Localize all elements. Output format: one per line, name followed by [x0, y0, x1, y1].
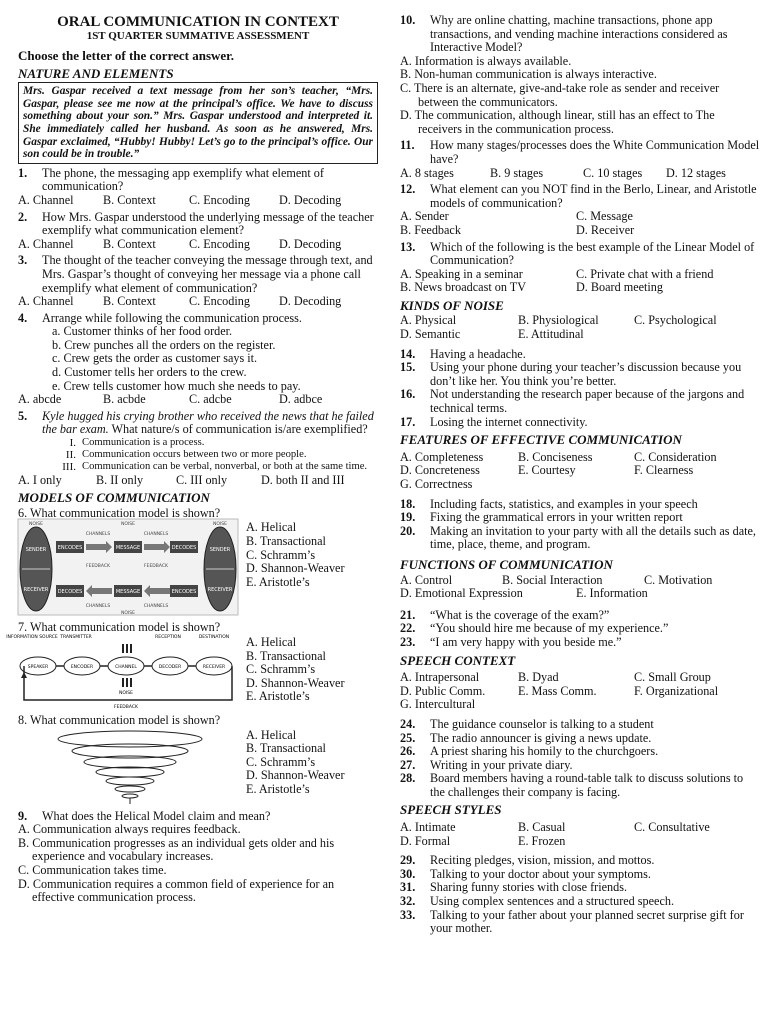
instructions: Choose the letter of the correct answer. — [18, 48, 234, 63]
list-item: d. Customer tells her orders to the crew. — [52, 365, 247, 380]
context-items — [400, 718, 760, 800]
option[interactable]: A. Channel — [18, 236, 74, 251]
option[interactable]: A. Helical — [246, 520, 297, 535]
option[interactable]: F. Clearness — [634, 463, 694, 478]
option[interactable]: G. Intercultural — [400, 697, 476, 712]
question-5-options — [18, 474, 378, 488]
question-8-options — [246, 729, 345, 807]
option[interactable]: E. Aristotle’s — [246, 781, 310, 796]
option[interactable]: B. acbde — [103, 392, 146, 407]
option[interactable]: B. II only — [96, 472, 144, 487]
svg-text:FEEDBACK: FEEDBACK — [86, 564, 110, 570]
option[interactable]: C. Consultative — [634, 820, 710, 835]
list-item: 31. Sharing funny stories with close friends. — [400, 880, 627, 895]
option[interactable]: F. Organizational — [634, 683, 719, 698]
svg-text:FEEDBACK: FEEDBACK — [114, 705, 138, 711]
list-item: 24. The guidance counselor is talking to a student — [400, 716, 654, 731]
option[interactable]: D. Shannon-Weaver — [246, 675, 345, 690]
list-item: 17. Losing the internet connectivity. — [400, 414, 588, 429]
option[interactable]: C. Message — [576, 209, 633, 224]
svg-text:SENDER: SENDER — [209, 547, 231, 554]
svg-text:RECEIVER: RECEIVER — [202, 665, 226, 671]
option[interactable]: C. Private chat with a friend — [576, 266, 714, 281]
question-7-options — [246, 636, 345, 710]
svg-text:MESSAGE: MESSAGE — [115, 589, 141, 596]
option[interactable]: D. The communication, although linear, still has an effect to The receivers in the communication process. — [400, 108, 715, 136]
style-items — [400, 854, 760, 936]
svg-text:NOISE: NOISE — [119, 691, 133, 697]
option[interactable]: A. Helical — [246, 635, 297, 650]
option[interactable]: C. Psychological — [634, 313, 717, 328]
option[interactable]: B. Conciseness — [518, 449, 593, 464]
option[interactable]: B. Context — [103, 236, 156, 251]
svg-text:SPEAKER: SPEAKER — [27, 665, 49, 671]
option[interactable]: D. Shannon-Weaver — [246, 561, 345, 576]
shannon-weaver-diagram — [6, 632, 238, 711]
question-10-options — [400, 55, 760, 137]
question-8-block — [18, 729, 378, 807]
option[interactable]: A. Information is always available. — [400, 53, 572, 68]
list-item: 29. Reciting pledges, vision, mission, and mottos. — [400, 853, 655, 868]
option[interactable]: B. Physiological — [518, 313, 599, 328]
noise-items — [400, 348, 760, 430]
option[interactable]: D. Emotional Expression — [400, 586, 523, 601]
option[interactable]: B. Transactional — [246, 648, 326, 663]
option[interactable]: E. Courtesy — [518, 463, 576, 478]
option[interactable]: D. Decoding — [279, 236, 342, 251]
option[interactable]: A. Completeness — [400, 449, 484, 464]
option[interactable]: B. 9 stages — [490, 165, 544, 180]
question-8: 8. What communication model is shown? — [18, 713, 221, 728]
option[interactable]: C. Encoding — [189, 236, 250, 251]
question-3: 3. The thought of the teacher conveying the message through text, and Mrs. Gaspar’s thought of conveying her message via a phone call exemplify what element of communication? — [18, 253, 373, 295]
section-nature: NATURE AND ELEMENTS — [18, 65, 174, 81]
transactional-model-diagram — [18, 517, 238, 617]
option[interactable]: D. Receiver — [576, 222, 635, 237]
option[interactable]: D. Communication requires a common field of experience for an effective communication process. — [18, 876, 335, 905]
option[interactable]: E. Mass Comm. — [518, 683, 597, 698]
option[interactable]: C. Schramm’s — [246, 662, 316, 677]
section-styles: SPEECH STYLES — [400, 802, 502, 818]
svg-text:DECODES: DECODES — [171, 545, 197, 552]
list-item: 27. Writing in your private diary. — [400, 757, 573, 772]
option[interactable]: D. Public Comm. — [400, 683, 486, 698]
option[interactable]: D. Concreteness — [400, 463, 480, 478]
list-item: 22. “You should hire me because of my experience.” — [400, 621, 669, 636]
question-9: 9. What does the Helical Model claim and mean? — [18, 808, 271, 823]
section-features: FEATURES OF EFFECTIVE COMMUNICATION — [400, 432, 682, 448]
right-column — [400, 14, 760, 936]
option[interactable]: A. Sender — [400, 209, 449, 224]
question-13-options — [400, 268, 760, 295]
page-title: ORAL COMMUNICATION IN CONTEXT — [57, 14, 339, 30]
option[interactable]: D. Shannon-Weaver — [246, 768, 345, 783]
option[interactable]: B. Social Interaction — [502, 572, 603, 587]
list-item: 33. Talking to your father about your planned secret surprise gift for your mother. — [400, 907, 744, 936]
svg-text:CHANNELS: CHANNELS — [85, 604, 111, 610]
list-item: 21. “What is the coverage of the exam?” — [400, 607, 610, 622]
option[interactable]: C. Communication takes time. — [18, 862, 167, 877]
option[interactable]: D. Decoding — [279, 294, 342, 309]
list-item: b. Crew punches all the orders on the register. — [52, 337, 276, 352]
option[interactable]: C. Encoding — [189, 294, 250, 309]
question-12-options — [400, 210, 760, 237]
option[interactable]: D. Board meeting — [576, 280, 663, 295]
option[interactable]: D. adbce — [279, 392, 323, 407]
option[interactable]: D. both II and III — [261, 472, 345, 487]
svg-text:RECEIVER: RECEIVER — [23, 587, 49, 594]
svg-text:NOISE: NOISE — [213, 522, 227, 528]
option[interactable]: C. Motivation — [644, 572, 713, 587]
option[interactable]: A. Speaking in a seminar — [400, 266, 523, 281]
option[interactable]: D. Semantic — [400, 327, 461, 342]
option[interactable]: A. I only — [18, 472, 62, 487]
option[interactable]: C. 10 stages — [583, 165, 643, 180]
svg-text:ENCODES: ENCODES — [57, 545, 83, 552]
question-13: 13. Which of the following is the best example of the Linear Model of Communication? — [400, 239, 755, 268]
question-4-items — [18, 325, 378, 393]
option[interactable]: C. Schramm’s — [246, 754, 316, 769]
option[interactable]: E. Frozen — [518, 833, 566, 848]
option[interactable]: D. 12 stages — [666, 165, 726, 180]
question-4-options — [18, 393, 378, 407]
option[interactable]: C. There is an alternate, give-and-take role as sender and receiver between the communicators. — [400, 80, 720, 109]
option[interactable]: B. Casual — [518, 820, 566, 835]
style-options — [400, 821, 760, 848]
function-items — [400, 609, 760, 650]
list-item: 18. Including facts, statistics, and examples in your speech — [400, 496, 698, 511]
option[interactable]: A. Communication always requires feedback. — [18, 822, 241, 837]
section-functions: FUNCTIONS OF COMMUNICATION — [400, 556, 613, 572]
question-6-options — [246, 521, 345, 617]
option[interactable]: B. Feedback — [400, 222, 461, 237]
svg-text:DECODES: DECODES — [57, 589, 83, 596]
noise-options — [400, 314, 760, 341]
section-context: SPEECH CONTEXT — [400, 652, 516, 668]
list-item: c. Crew gets the order as customer says it. — [52, 351, 258, 366]
svg-text:ENCODER: ENCODER — [70, 665, 94, 671]
option[interactable]: B. Transactional — [246, 741, 326, 756]
question-4: 4. Arrange while following the communication process. — [18, 310, 302, 325]
svg-text:DECODER: DECODER — [158, 665, 182, 671]
section-noise: KINDS OF NOISE — [400, 297, 504, 313]
question-11: 11. How many stages/processes does the White Communication Model have? — [400, 138, 760, 166]
option[interactable]: D. Decoding — [279, 192, 342, 207]
svg-text:RECEIVER: RECEIVER — [207, 587, 233, 594]
option[interactable]: A. Helical — [246, 727, 297, 742]
list-item: 32. Using complex sentences and a structured speech. — [400, 894, 675, 909]
option[interactable]: B. News broadcast on TV — [400, 280, 527, 295]
context-options — [400, 671, 760, 712]
reading-passage: Mrs. Gaspar received a text message from her son’s teacher, “Mrs. Gaspar, please see me now at the principal’s office. We have to discuss something about your son.” Mrs. Gaspar understood and interpreted it. She immediately called her husband. As soon as he answered, Mrs. Gaspar exclaimed, “Hubby! Hubby! Let’s go to the principal’s office. Our son could be in trouble.” — [18, 82, 378, 164]
option[interactable]: E. Attitudinal — [518, 327, 584, 342]
list-item: e. Crew tells customer how much she needs to pay. — [52, 378, 301, 393]
svg-text:CHANNEL: CHANNEL — [115, 665, 137, 671]
svg-text:CHANNELS: CHANNELS — [143, 532, 169, 538]
list-item: 15. Using your phone during your teacher’s discussion because you don’t like her. You think you’re better. — [400, 360, 742, 388]
option[interactable]: C. III only — [176, 472, 228, 487]
option[interactable]: A. Intimate — [400, 820, 456, 835]
feature-options — [400, 451, 760, 492]
function-options — [400, 574, 760, 601]
option[interactable]: A. Channel — [18, 192, 74, 207]
feature-items — [400, 498, 760, 552]
option[interactable]: A. 8 stages — [400, 165, 454, 180]
svg-text:MESSAGE: MESSAGE — [115, 545, 141, 552]
svg-text:CHANNELS: CHANNELS — [143, 604, 169, 610]
option[interactable]: B. Non-human communication is always interactive. — [400, 67, 657, 82]
question-6-block — [18, 521, 378, 617]
svg-text:FEEDBACK: FEEDBACK — [144, 564, 168, 570]
section-models: MODELS OF COMMUNICATION — [18, 490, 210, 506]
option[interactable]: C. Small Group — [634, 670, 711, 685]
option[interactable]: B. Transactional — [246, 534, 326, 549]
list-item: 28. Board members having a round-table talk to discuss solutions to the challenges their company is facing. — [400, 771, 744, 799]
option[interactable]: E. Information — [576, 586, 648, 601]
svg-text:CHANNELS: CHANNELS — [85, 532, 111, 538]
option[interactable]: B. Context — [103, 294, 156, 309]
option[interactable]: B. Context — [103, 192, 156, 207]
option[interactable]: A. Physical — [400, 313, 457, 328]
svg-text:RECEPTION: RECEPTION — [155, 635, 181, 641]
option[interactable]: C. Encoding — [189, 192, 250, 207]
list-item: 26. A priest sharing his homily to the churchgoers. — [400, 744, 659, 759]
svg-text:TRANSMITTER: TRANSMITTER — [60, 635, 92, 641]
list-item: III. Communication can be verbal, nonverbal, or both at the same time. — [62, 461, 368, 474]
question-1: 1. The phone, the messaging app exemplify what element of communication? — [18, 165, 324, 194]
list-item: II. Communication occurs between two or more people. — [65, 449, 307, 462]
svg-text:NOISE: NOISE — [121, 611, 135, 617]
list-item: 19. Fixing the grammatical errors in your written report — [400, 510, 683, 525]
helical-model-diagram — [18, 729, 238, 807]
option[interactable]: E. Aristotle’s — [246, 689, 310, 704]
svg-text:DESTINATION: DESTINATION — [198, 635, 230, 641]
list-item: 23. “I am very happy with you beside me.” — [400, 634, 622, 649]
question-3-options — [18, 295, 378, 309]
left-column — [6, 14, 378, 905]
option[interactable]: C. Schramm’s — [246, 547, 316, 562]
list-item: 30. Talking to your doctor about your symptoms. — [400, 866, 651, 881]
question-10: 10. Why are online chatting, machine transactions, phone app transactions, and vending machine interactions considered as Interactive Model? — [400, 13, 728, 55]
option[interactable]: A. abcde — [18, 392, 62, 407]
list-item: a. Customer thinks of her food order. — [52, 324, 233, 339]
svg-text:NOISE: NOISE — [29, 522, 43, 528]
question-12: 12. What element can you NOT find in the Berlo, Linear, and Aristotle models of communication? — [400, 182, 757, 210]
option[interactable]: C. adcbe — [189, 392, 232, 407]
question-5: 5. Kyle hugged his crying brother who received the news that he failed the bar exam. What nature/s of communication is/are exemplified? — [18, 408, 374, 437]
option[interactable]: B. Communication progresses as an individual gets older and his experience and vocabulary increases. — [18, 835, 335, 864]
question-9-options — [18, 823, 378, 905]
svg-text:NOISE: NOISE — [121, 522, 135, 528]
question-6: 6. What communication model is shown? — [18, 505, 221, 520]
question-7-block — [6, 635, 378, 711]
option[interactable]: C. Consideration — [634, 449, 717, 464]
option[interactable]: A. Channel — [18, 294, 74, 309]
list-item: 16. Not understanding the research paper because of the jargons and technical terms. — [400, 387, 745, 416]
list-item: I. Communication is a process. — [69, 437, 205, 450]
list-item: 25. The radio announcer is giving a news update. — [400, 730, 652, 745]
question-2-options — [18, 238, 378, 252]
option[interactable]: G. Correctness — [400, 477, 473, 491]
svg-text:ENCODES: ENCODES — [171, 589, 197, 596]
question-5-statements — [18, 437, 378, 474]
option[interactable]: A. Intrapersonal — [400, 670, 480, 685]
list-item: 14. Having a headache. — [400, 346, 526, 361]
svg-text:INFORMATION SOURCE: INFORMATION SOURCE — [6, 635, 58, 641]
question-11-options — [400, 167, 760, 181]
question-1-options — [18, 194, 378, 208]
list-item: 20. Making an invitation to your party with all the details such as date, time, place, theme, and program. — [400, 523, 756, 552]
option[interactable]: E. Aristotle’s — [246, 574, 310, 589]
option[interactable]: B. Dyad — [518, 670, 559, 685]
question-2: 2. How Mrs. Gaspar understood the underlying message of the teacher exemplify what communication element? — [18, 209, 374, 238]
question-7: 7. What communication model is shown? — [18, 620, 221, 635]
option[interactable]: A. Control — [400, 572, 453, 587]
svg-text:SENDER: SENDER — [25, 547, 47, 554]
page-subtitle: 1ST QUARTER SUMMATIVE ASSESSMENT — [86, 30, 310, 42]
option[interactable]: D. Formal — [400, 833, 451, 848]
